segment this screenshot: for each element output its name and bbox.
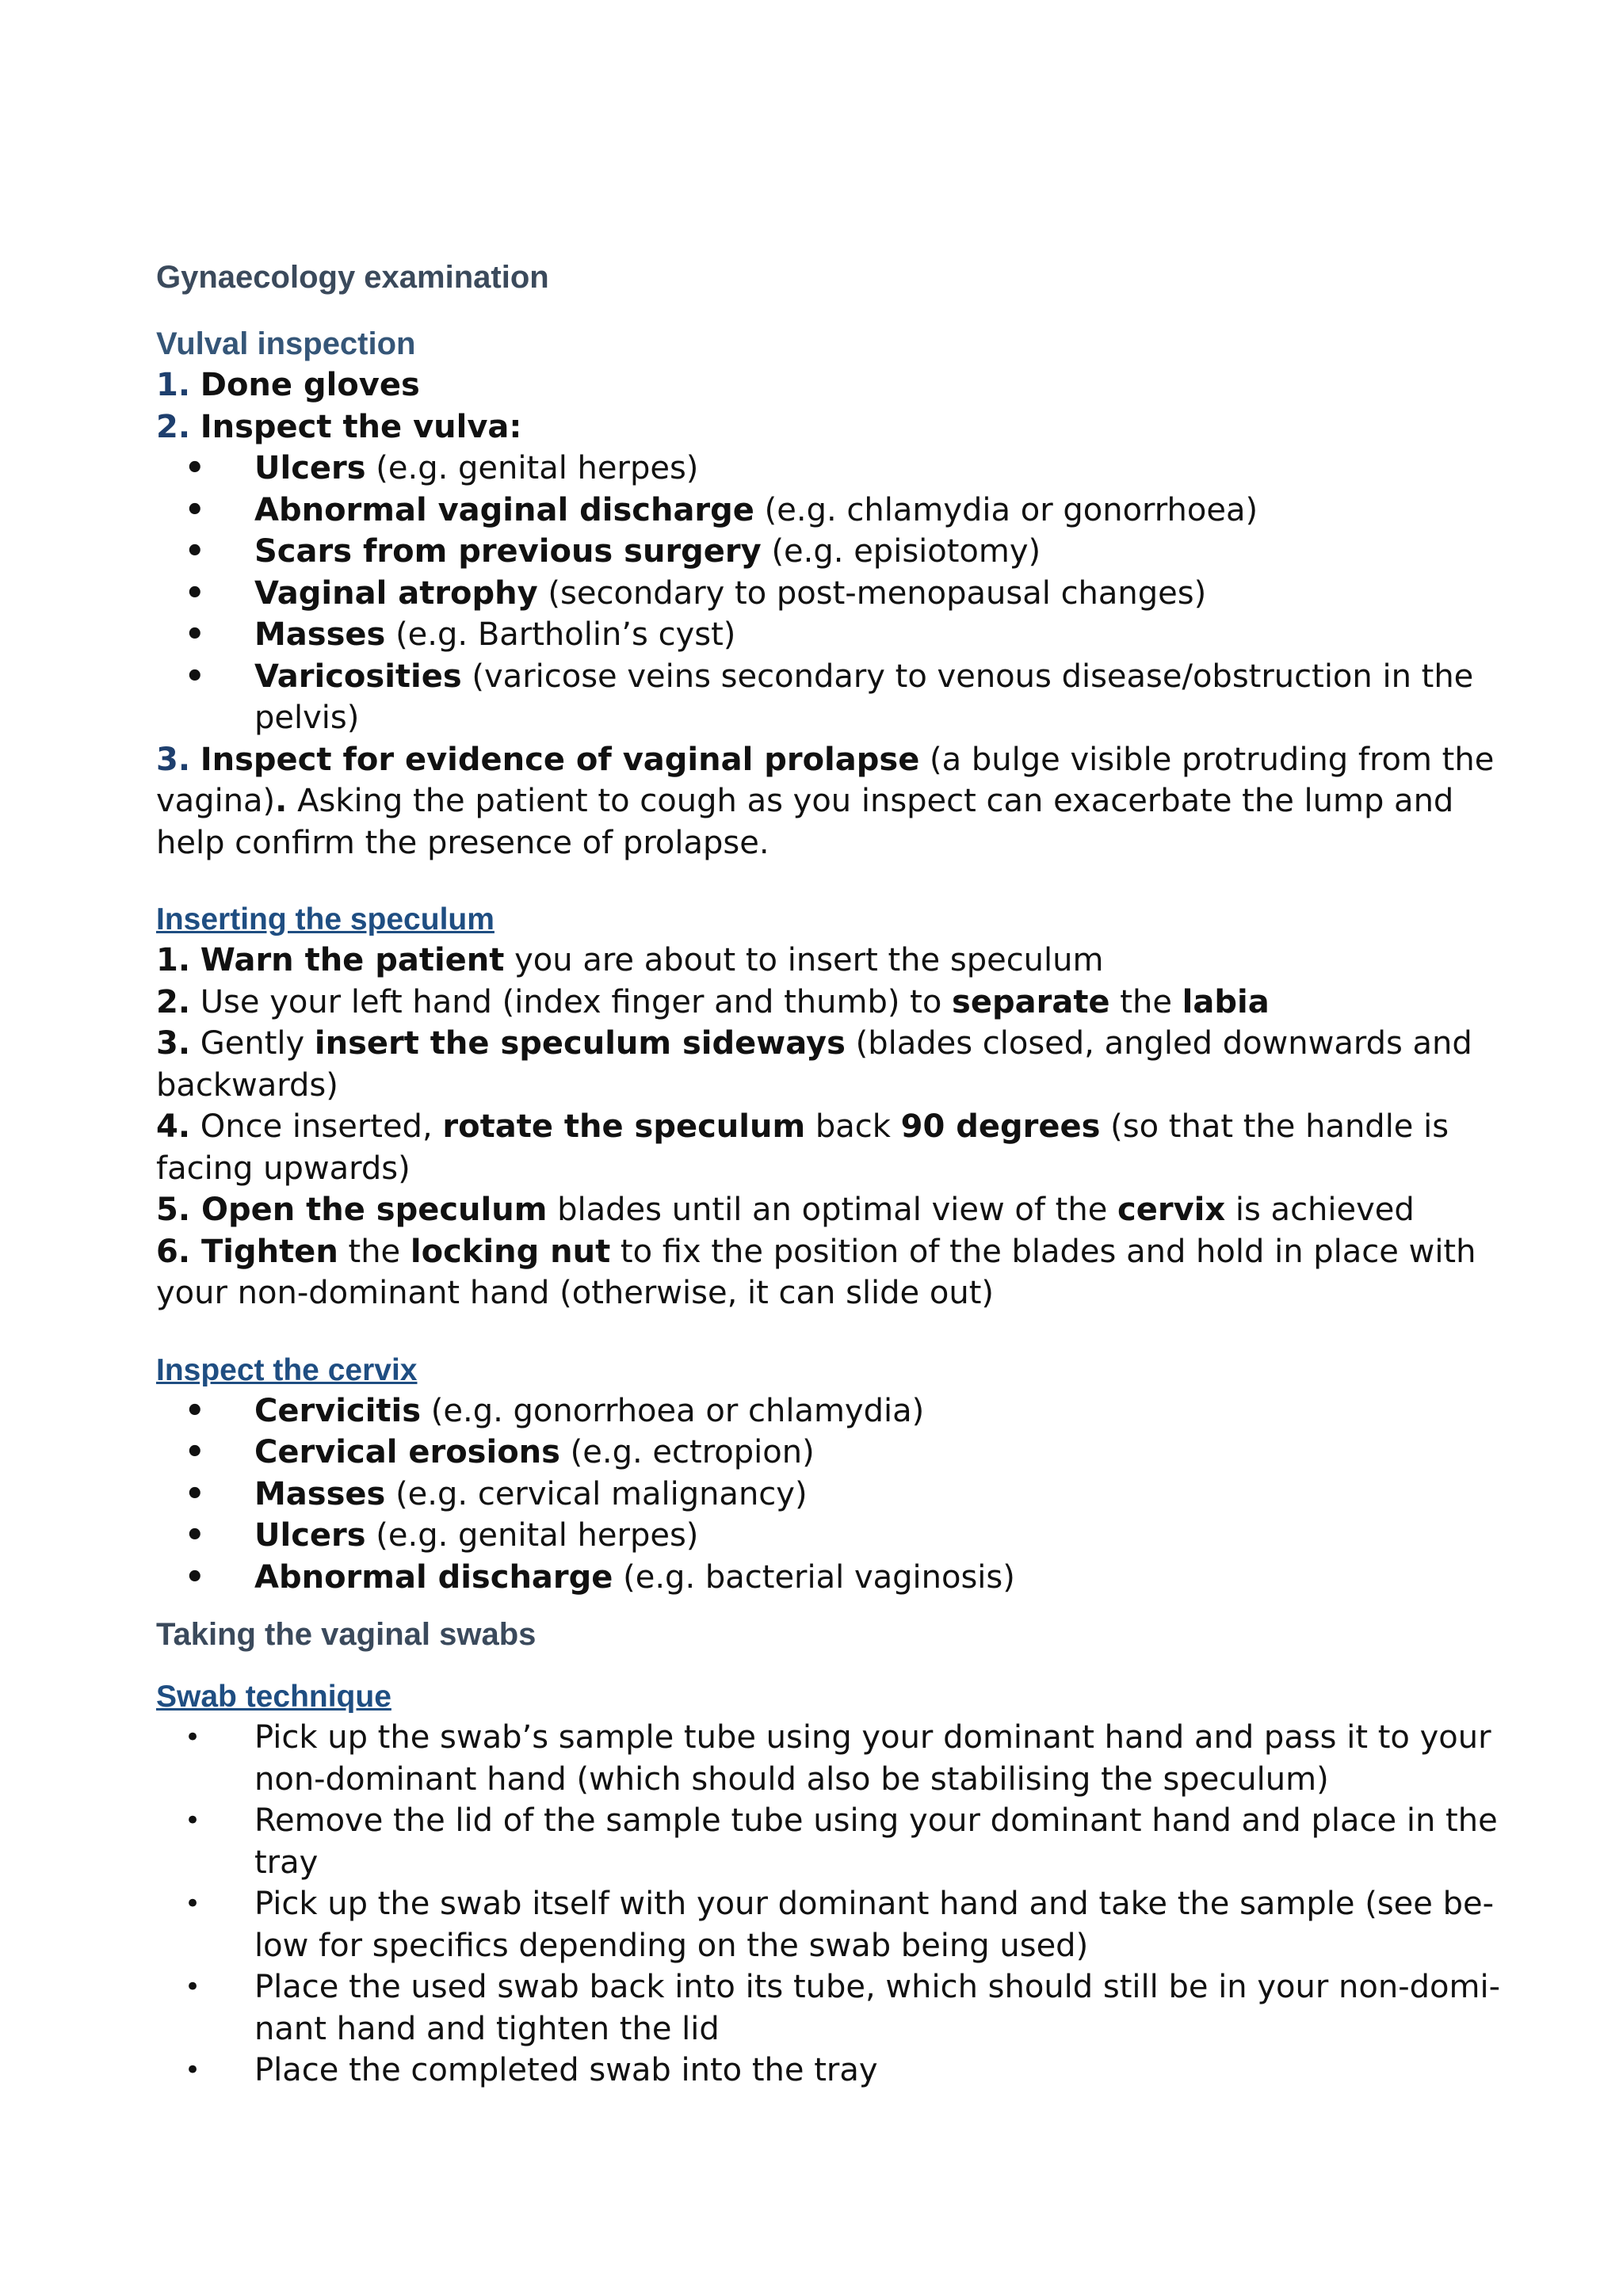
swabs-section: [156, 1612, 1504, 2092]
item-bold: Abnormal vaginal discharge: [254, 491, 754, 528]
swabs-heading: Taking the vaginal swabs: [156, 1617, 537, 1652]
step-text: blades until an optimal view of the: [547, 1192, 1118, 1228]
speculum-step-2: [156, 982, 1504, 1024]
speculum-step-3: [156, 1023, 1504, 1106]
bullet: •: [185, 616, 205, 653]
item-bold: Masses: [254, 616, 386, 653]
bullet: •: [185, 491, 205, 528]
step-text: (blades closed, angled downwards and backwards): [156, 1025, 1472, 1104]
step-text: Once inserted,: [190, 1108, 443, 1145]
step-text: the: [1109, 983, 1182, 1020]
spacer: [156, 864, 1504, 900]
step-bold: cervix: [1117, 1192, 1226, 1228]
list-item: [156, 1883, 1504, 1966]
item-bold: Ulcers: [254, 450, 366, 486]
bullet: •: [185, 1392, 205, 1429]
bullet: •: [185, 1475, 205, 1512]
item-text: Place the completed swab into the tray: [254, 2052, 878, 2088]
step-number: 3.: [156, 741, 191, 778]
step-text: is achieved: [1225, 1192, 1415, 1228]
list-item: [156, 1432, 1504, 1474]
vulval-step-1: [156, 364, 1504, 406]
bullet: •: [185, 658, 205, 695]
item-rest: (e.g. gonorrhoea or chlamydia): [421, 1392, 925, 1429]
bullet: •: [185, 1434, 205, 1470]
cervix-section: [156, 1351, 1504, 1599]
item-bold: Scars from previous surgery: [254, 533, 762, 570]
step-number: 1.: [156, 942, 191, 978]
step-bold: locking nut: [410, 1233, 611, 1270]
item-rest: (e.g. genital herpes): [365, 450, 699, 486]
step-bold: Warn the patient: [200, 942, 505, 978]
item-rest: (e.g. genital herpes): [365, 1517, 699, 1554]
step-bold: insert the speculum sideways: [314, 1025, 846, 1062]
bullet: •: [185, 533, 205, 570]
list-item: [156, 531, 1504, 573]
list-item: [156, 1557, 1504, 1599]
item-rest: (secondary to post-menopausal changes): [537, 574, 1207, 612]
list-item: [156, 1717, 1504, 1800]
list-item: [156, 1390, 1504, 1432]
item-rest: (e.g. bacterial vaginosis): [613, 1558, 1015, 1596]
list-item: [156, 490, 1504, 532]
vulval-step-3: [156, 739, 1504, 864]
item-rest: (e.g. cervical malignancy): [385, 1475, 808, 1512]
item-bold: Vaginal atrophy: [254, 574, 538, 612]
bullet: •: [185, 450, 205, 486]
item-bold: Varicosities: [254, 658, 462, 695]
step-number: 6.: [156, 1233, 191, 1270]
step-bold-period: .: [275, 783, 288, 819]
item-rest: (e.g. Bartholin’s cyst): [385, 616, 736, 653]
step-bold: Tighten: [190, 1233, 338, 1270]
item-bold: Abnormal discharge: [254, 1558, 613, 1596]
speculum-step-1: [156, 940, 1504, 982]
speculum-step-5: [156, 1189, 1504, 1231]
item-bold: Cervicitis: [254, 1392, 422, 1429]
swab-steps-list: [156, 1717, 1504, 2092]
step-rest: you are about to insert the speculum: [504, 942, 1104, 978]
bullet: •: [185, 1888, 201, 1920]
step-text: back: [805, 1108, 901, 1145]
bullet: •: [185, 1722, 201, 1753]
vulval-step-2: [156, 406, 1504, 448]
step-text: to fix the position of the blades and hold in place with your non-dominant hand (otherwise, it can slide out): [156, 1233, 1476, 1311]
step-tail: Asking the patient to cough as you inspect can exacerbate the lump and help confirm the presence of prolapse.: [156, 783, 1454, 861]
step-bold: labia: [1182, 983, 1270, 1020]
vulval-inspection-section: [156, 323, 1504, 864]
step-text: Inspect the vulva:: [200, 408, 522, 445]
cervix-heading: Inspect the cervix: [156, 1352, 418, 1387]
step-text: Done gloves: [200, 367, 420, 403]
list-item: [156, 656, 1504, 739]
speculum-heading: Inserting the speculum: [156, 902, 495, 936]
bullet: •: [185, 2054, 201, 2086]
step-bold: Inspect for evidence of vaginal prolapse: [200, 741, 920, 778]
step-bold: rotate the speculum: [442, 1108, 806, 1145]
step-text: the: [338, 1233, 411, 1270]
swab-technique-heading: Swab technique: [156, 1680, 391, 1714]
item-bold: Cervical erosions: [254, 1434, 560, 1470]
bullet: •: [185, 1558, 205, 1596]
item-bold: Ulcers: [254, 1517, 366, 1554]
bullet: •: [185, 574, 205, 612]
step-bold: separate: [952, 983, 1110, 1020]
item-bold: Masses: [254, 1475, 386, 1512]
step-number: 2.: [156, 408, 191, 445]
cervix-findings-list: [156, 1390, 1504, 1599]
step-number: 5.: [156, 1192, 191, 1228]
document-title: Gynaecology examination: [156, 260, 549, 295]
step-number: 2.: [156, 983, 191, 1020]
list-item: [156, 448, 1504, 490]
list-item: [156, 1474, 1504, 1516]
step-bold: 90 degrees: [900, 1108, 1101, 1145]
bullet: •: [185, 1517, 205, 1554]
item-text: Pick up the swab’s sample tube using your dominant hand and pass it to your non-dominant hand (which should also be stabilising the speculum): [254, 1719, 1491, 1798]
list-item: [156, 1966, 1504, 2050]
item-rest: (varicose veins secondary to venous disease/obstruction in the pelvis): [254, 658, 1474, 736]
step-text: (so that the handle is facing upwards): [156, 1108, 1449, 1187]
item-text: Pick up the swab itself with your dominant hand and take the sample (see be-low for specifics depending on the swab being used): [254, 1886, 1495, 1964]
list-item: [156, 1515, 1504, 1557]
list-item: [156, 1800, 1504, 1883]
list-item: [156, 573, 1504, 615]
vulval-inspection-heading: Vulval inspection: [156, 326, 416, 361]
step-number: 4.: [156, 1108, 191, 1145]
step-number: 1.: [156, 367, 191, 403]
list-item: [156, 2050, 1504, 2092]
bullet: •: [185, 1805, 201, 1836]
speculum-step-4: [156, 1106, 1504, 1189]
item-rest: (e.g. ectropion): [559, 1434, 815, 1470]
item-text: Place the used swab back into its tube, which should still be in your non-domi-nant hand and tighten the lid: [254, 1969, 1501, 2047]
spacer: [156, 1314, 1504, 1351]
step-number: 3.: [156, 1025, 191, 1062]
item-text: Remove the lid of the sample tube using your dominant hand and place in the tray: [254, 1802, 1498, 1881]
step-bold: Open the speculum: [190, 1192, 548, 1228]
step-rest: (a bulge visible protruding from the vagina): [156, 741, 1495, 819]
step-text: Use your left hand (index finger and thumb) to: [190, 983, 953, 1020]
speculum-section: [156, 900, 1504, 1314]
bullet: •: [185, 1971, 201, 2003]
step-text: Gently: [190, 1025, 315, 1062]
speculum-step-6: [156, 1231, 1504, 1314]
item-rest: (e.g. episiotomy): [761, 533, 1041, 570]
item-rest: (e.g. chlamydia or gonorrhoea): [754, 491, 1258, 528]
list-item: [156, 614, 1504, 656]
vulva-findings-list: [156, 448, 1504, 739]
